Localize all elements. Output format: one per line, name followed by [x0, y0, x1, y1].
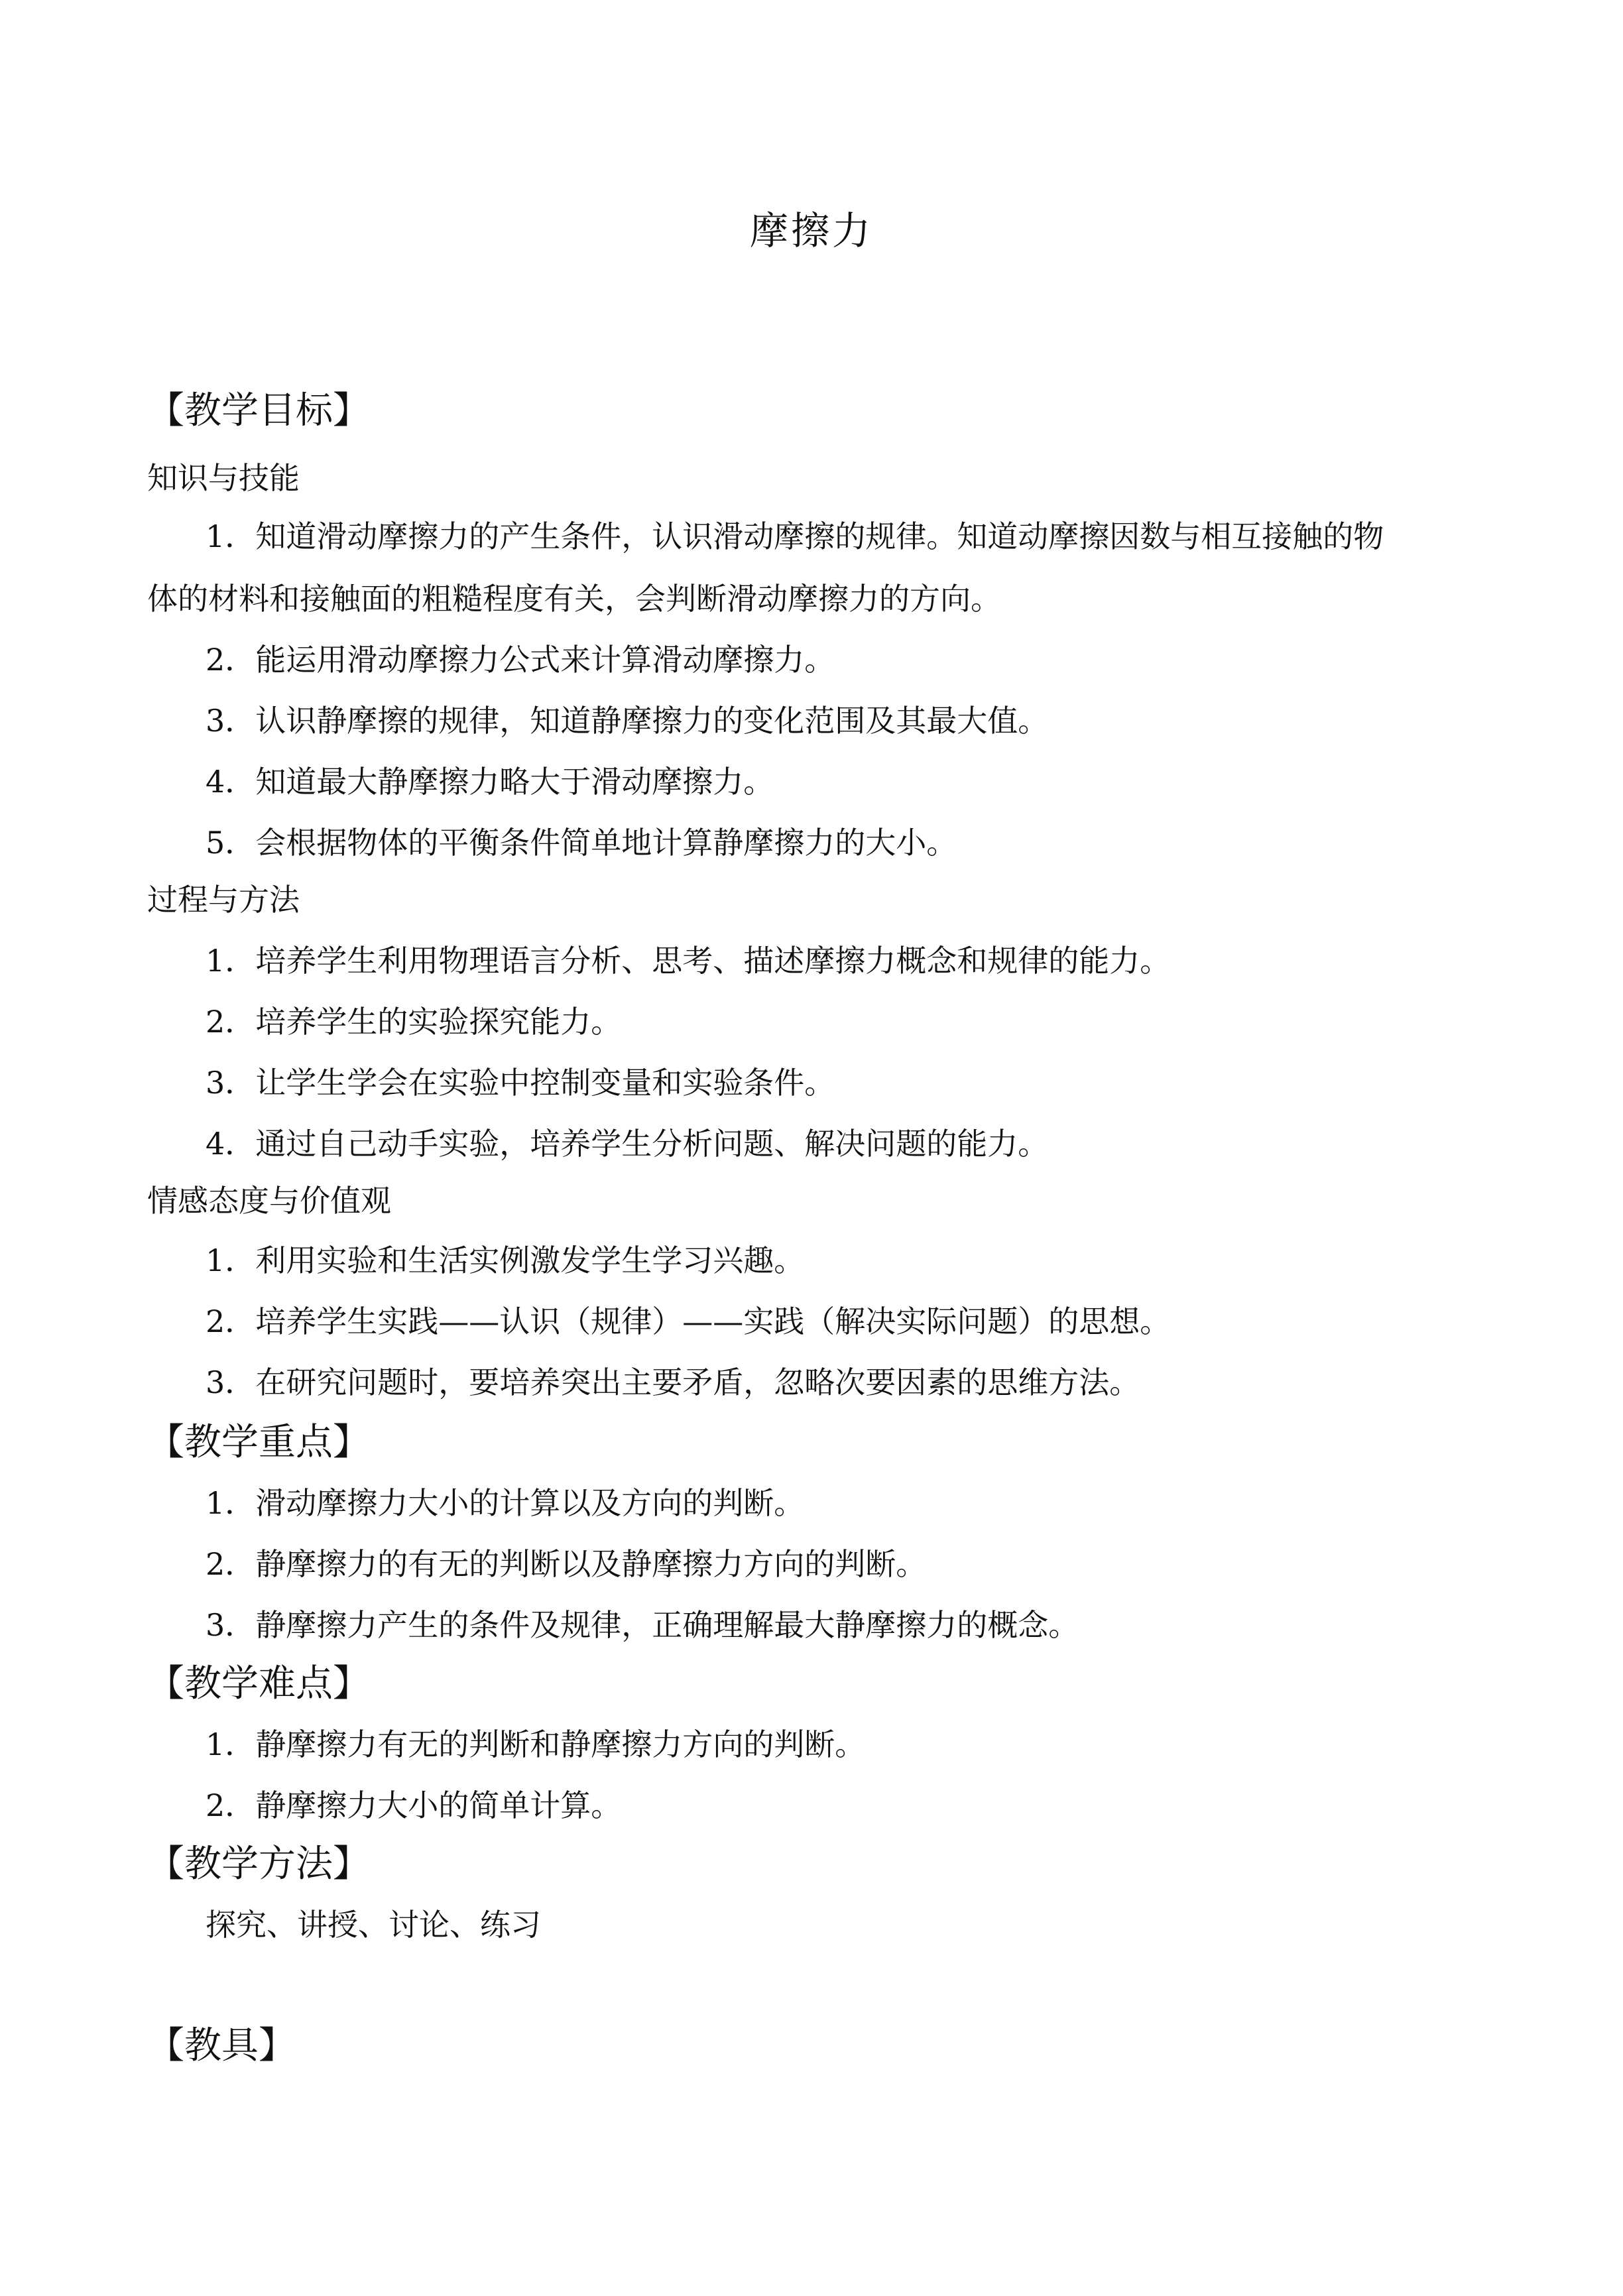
key-point-item-3: 3．静摩擦力产生的条件及规律，正确理解最大静摩擦力的概念。: [206, 1607, 1079, 1643]
objective-emotion-item-2: 2．培养学生实践——认识（规律）——实践（解决实际问题）的思想。: [206, 1303, 1171, 1339]
section-heading-methods: 【教学方法】: [147, 1843, 370, 1886]
objective-emotion-item-3: 3．在研究问题时，要培养突出主要矛盾，忽略次要因素的思维方法。: [206, 1364, 1140, 1400]
objective-process-item-2: 2．培养学生的实验探究能力。: [206, 1004, 622, 1040]
page-title: 摩擦力: [749, 208, 873, 253]
objective-process-item-3: 3．让学生学会在实验中控制变量和实验条件。: [206, 1065, 835, 1101]
objective-knowledge-item-3: 3．认识静摩擦的规律，知道静摩擦力的变化范围及其最大值。: [206, 703, 1049, 739]
section-heading-objectives: 【教学目标】: [147, 389, 370, 432]
key-point-item-2: 2．静摩擦力的有无的判断以及静摩擦力方向的判断。: [206, 1546, 927, 1582]
subheading-emotion-values: 情感态度与价值观: [147, 1183, 391, 1219]
subheading-knowledge-skills: 知识与技能: [147, 460, 300, 496]
section-heading-key-points: 【教学重点】: [147, 1421, 370, 1464]
difficulty-item-2: 2．静摩擦力大小的简单计算。: [206, 1787, 622, 1823]
objective-process-item-4: 4．通过自己动手实验，培养学生分析问题、解决问题的能力。: [206, 1126, 1049, 1162]
objective-knowledge-item-4: 4．知道最大静摩擦力略大于滑动摩擦力。: [206, 764, 774, 800]
key-point-item-1: 1．滑动摩擦力大小的计算以及方向的判断。: [206, 1485, 805, 1521]
section-heading-difficulties: 【教学难点】: [147, 1662, 370, 1705]
difficulty-item-1: 1．静摩擦力有无的判断和静摩擦力方向的判断。: [206, 1726, 866, 1762]
objective-knowledge-item-1-line-2: 体的材料和接触面的粗糙程度有关，会判断滑动摩擦力的方向。: [147, 581, 1001, 617]
objective-emotion-item-1: 1．利用实验和生活实例激发学生学习兴趣。: [206, 1242, 805, 1278]
objective-process-item-1: 1．培养学生利用物理语言分析、思考、描述摩擦力概念和规律的能力。: [206, 943, 1171, 979]
methods-text: 探究、讲授、讨论、练习: [206, 1907, 541, 1943]
objective-knowledge-item-1-line-1: 1．知道滑动摩擦力的产生条件，认识滑动摩擦的规律。知道动摩擦因数与相互接触的物: [206, 518, 1384, 554]
section-heading-tools: 【教具】: [147, 2024, 296, 2067]
subheading-process-methods: 过程与方法: [147, 882, 300, 918]
objective-knowledge-item-5: 5．会根据物体的平衡条件简单地计算静摩擦力的大小。: [206, 825, 957, 861]
objective-knowledge-item-2: 2．能运用滑动摩擦力公式来计算滑动摩擦力。: [206, 642, 835, 678]
